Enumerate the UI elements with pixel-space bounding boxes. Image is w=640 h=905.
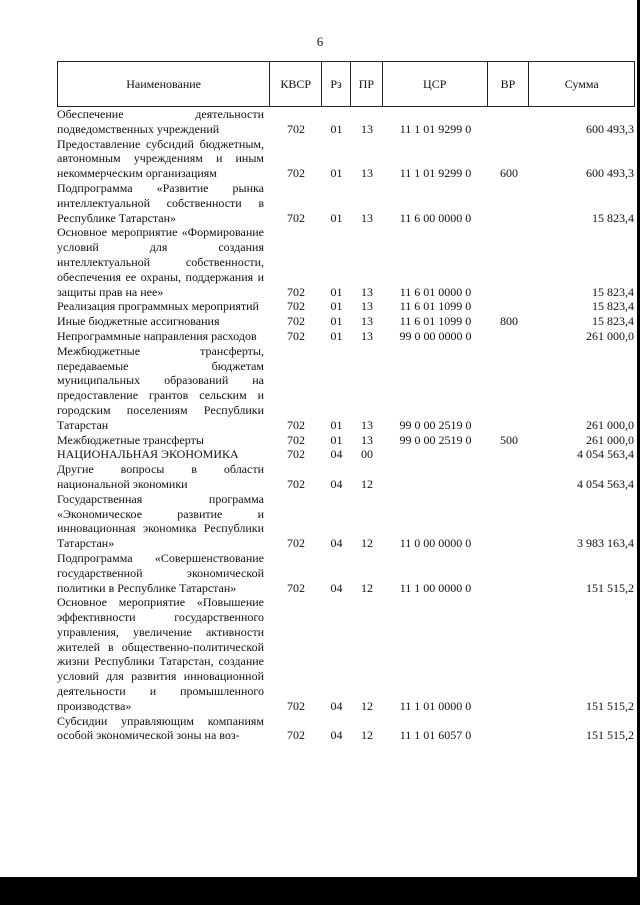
- cell-rz: 04: [330, 698, 343, 713]
- table-row: [57, 137, 635, 181]
- cell-name: НАЦИОНАЛЬНАЯ ЭКОНОМИКА: [57, 447, 239, 462]
- cell-kvsr: 702: [287, 210, 305, 225]
- table-row: [57, 299, 635, 314]
- cell-name: Субсидии управляющим компаниям особой экономической зоны на воз-: [57, 713, 264, 743]
- cell-sum: 15 823,4: [592, 314, 634, 329]
- cell-name: Межбюджетные трансферты, передаваемые бюджетам муниципальных образований на предоставление грантов сельским и городским поселениям Республики Татарстан: [57, 343, 264, 432]
- cell-kvsr: 702: [287, 284, 305, 299]
- cell-name: Основное мероприятие «Повышение эффективности государственного управления, увеличение активности жителей в общественно-политической жизни Республики Татарстан, создание условий для развития инновационной деятельности и промышленного производства»: [57, 595, 264, 713]
- cell-sum: 151 515,2: [586, 728, 634, 743]
- cell-sum: 261 000,0: [586, 417, 634, 432]
- cell-vr: 500: [500, 432, 518, 447]
- cell-sum: 600 493,3: [586, 121, 634, 136]
- cell-name: Предоставление субсидий бюджетным, автономным учреждениям и иным некоммерческим организациям: [57, 136, 264, 181]
- header-csr: ЦСР: [383, 62, 488, 106]
- cell-csr: 11 6 01 1099 0: [399, 314, 472, 329]
- cell-kvsr: 702: [287, 698, 305, 713]
- header-sum: Сумма: [564, 76, 599, 91]
- cell-rz: 04: [330, 447, 343, 462]
- page-number: 6: [316, 34, 324, 49]
- table-row: [57, 329, 635, 344]
- cell-csr: 11 0 00 0000 0: [399, 536, 472, 551]
- cell-vr: 800: [500, 314, 518, 329]
- cell-csr: 11 1 01 9299 0: [399, 166, 472, 181]
- cell-name: Подпрограмма «Совершенствование государственной экономической политики в Республике Татарстан»: [57, 550, 264, 595]
- table-row: [57, 447, 635, 462]
- cell-csr: 11 1 00 0000 0: [399, 580, 472, 595]
- table-row: [57, 462, 635, 492]
- cell-kvsr: 702: [287, 314, 305, 329]
- cell-kvsr: 702: [287, 447, 305, 462]
- cell-kvsr: 702: [287, 417, 305, 432]
- cell-rz: 04: [330, 536, 343, 551]
- cell-pr: 12: [361, 536, 373, 551]
- cell-rz: 04: [330, 476, 343, 491]
- header-name: Наименование: [58, 62, 270, 106]
- cell-vr: 600: [500, 166, 518, 181]
- cell-kvsr: 702: [287, 299, 305, 314]
- cell-sum: 15 823,4: [592, 284, 634, 299]
- cell-rz: 01: [330, 432, 343, 447]
- cell-name: Реализация программных мероприятий: [57, 299, 259, 314]
- cell-sum: 151 515,2: [586, 580, 634, 595]
- cell-sum: 600 493,3: [586, 166, 634, 181]
- header-pr: ПР: [351, 62, 383, 106]
- cell-rz: 01: [330, 314, 343, 329]
- cell-rz: 01: [330, 166, 343, 181]
- cell-csr: 11 1 01 0000 0: [399, 698, 472, 713]
- header-kvsr: КВСР: [270, 62, 322, 106]
- cell-name: Основное мероприятие «Формирование условий для создания интеллектуальной собственности, обеспечения ее охраны, поддержания и защиты прав на нее»: [57, 225, 264, 299]
- cell-pr: 12: [361, 476, 373, 491]
- cell-pr: 13: [361, 417, 373, 432]
- cell-name: Другие вопросы в области национальной экономики: [57, 462, 264, 491]
- cell-name: Подпрограмма «Развитие рынка интеллектуальной собственности в Республике Татарстан»: [57, 180, 264, 225]
- cell-sum: 151 515,2: [586, 698, 634, 713]
- table-row: [57, 595, 635, 713]
- cell-name: Межбюджетные трансферты: [57, 432, 204, 447]
- cell-rz: 04: [330, 580, 343, 595]
- cell-pr: 12: [361, 728, 373, 743]
- cell-kvsr: 702: [287, 536, 305, 551]
- cell-sum: 4 054 563,4: [577, 447, 634, 462]
- cell-pr: 12: [361, 698, 373, 713]
- cell-csr: 11 1 01 9299 0: [399, 121, 472, 136]
- cell-name: Иные бюджетные ассигнования: [57, 314, 220, 329]
- cell-pr: 13: [361, 432, 373, 447]
- table-body: [57, 107, 635, 743]
- cell-rz: 01: [330, 328, 343, 343]
- header-rz: Рз: [322, 62, 351, 106]
- cell-pr: 13: [361, 314, 373, 329]
- table-row: [57, 314, 635, 329]
- cell-pr: 13: [361, 284, 373, 299]
- table-row: [57, 551, 635, 595]
- cell-pr: 13: [361, 166, 373, 181]
- cell-pr: 13: [361, 299, 373, 314]
- cell-kvsr: 702: [287, 121, 305, 136]
- header-vr: ВР: [488, 62, 530, 106]
- cell-kvsr: 702: [287, 580, 305, 595]
- scan-bottom-bar: [0, 877, 640, 905]
- cell-csr: 11 1 01 6057 0: [399, 728, 472, 743]
- table-row: [57, 714, 635, 744]
- cell-csr: 11 6 00 0000 0: [399, 210, 472, 225]
- cell-name: Обеспечение деятельности подведомственных учреждений: [57, 107, 264, 136]
- cell-rz: 01: [330, 299, 343, 314]
- cell-rz: 01: [330, 210, 343, 225]
- table-row: [57, 344, 635, 433]
- cell-kvsr: 702: [287, 166, 305, 181]
- cell-rz: 01: [330, 417, 343, 432]
- cell-kvsr: 702: [287, 432, 305, 447]
- table-row: [57, 492, 635, 551]
- table-row: [57, 433, 635, 448]
- cell-sum: 4 054 563,4: [577, 476, 634, 491]
- cell-name: Государственная программа «Экономическое развитие и инновационная экономика Республики Татарстан»: [57, 491, 264, 551]
- cell-pr: 12: [361, 580, 373, 595]
- cell-pr: 13: [361, 210, 373, 225]
- cell-rz: 01: [330, 284, 343, 299]
- cell-sum: 261 000,0: [586, 432, 634, 447]
- cell-sum: 15 823,4: [592, 299, 634, 314]
- cell-rz: 01: [330, 121, 343, 136]
- cell-sum: 15 823,4: [592, 210, 634, 225]
- cell-pr: 13: [361, 121, 373, 136]
- table-header: [57, 61, 635, 107]
- cell-sum: 261 000,0: [586, 328, 634, 343]
- cell-csr: 11 6 01 0000 0: [399, 284, 472, 299]
- table-row: [57, 225, 635, 299]
- table-row: [57, 181, 635, 225]
- cell-csr: 99 0 00 2519 0: [399, 432, 472, 447]
- cell-pr: 00: [361, 447, 373, 462]
- cell-csr: 11 6 01 1099 0: [399, 299, 472, 314]
- cell-kvsr: 702: [287, 328, 305, 343]
- cell-sum: 3 983 163,4: [577, 536, 634, 551]
- table-row: [57, 107, 635, 137]
- cell-rz: 04: [330, 728, 343, 743]
- cell-kvsr: 702: [287, 476, 305, 491]
- cell-pr: 13: [361, 328, 373, 343]
- cell-csr: 99 0 00 0000 0: [399, 328, 472, 343]
- cell-csr: 99 0 00 2519 0: [399, 417, 472, 432]
- cell-kvsr: 702: [287, 728, 305, 743]
- cell-name: Непрограммные направления расходов: [57, 328, 257, 343]
